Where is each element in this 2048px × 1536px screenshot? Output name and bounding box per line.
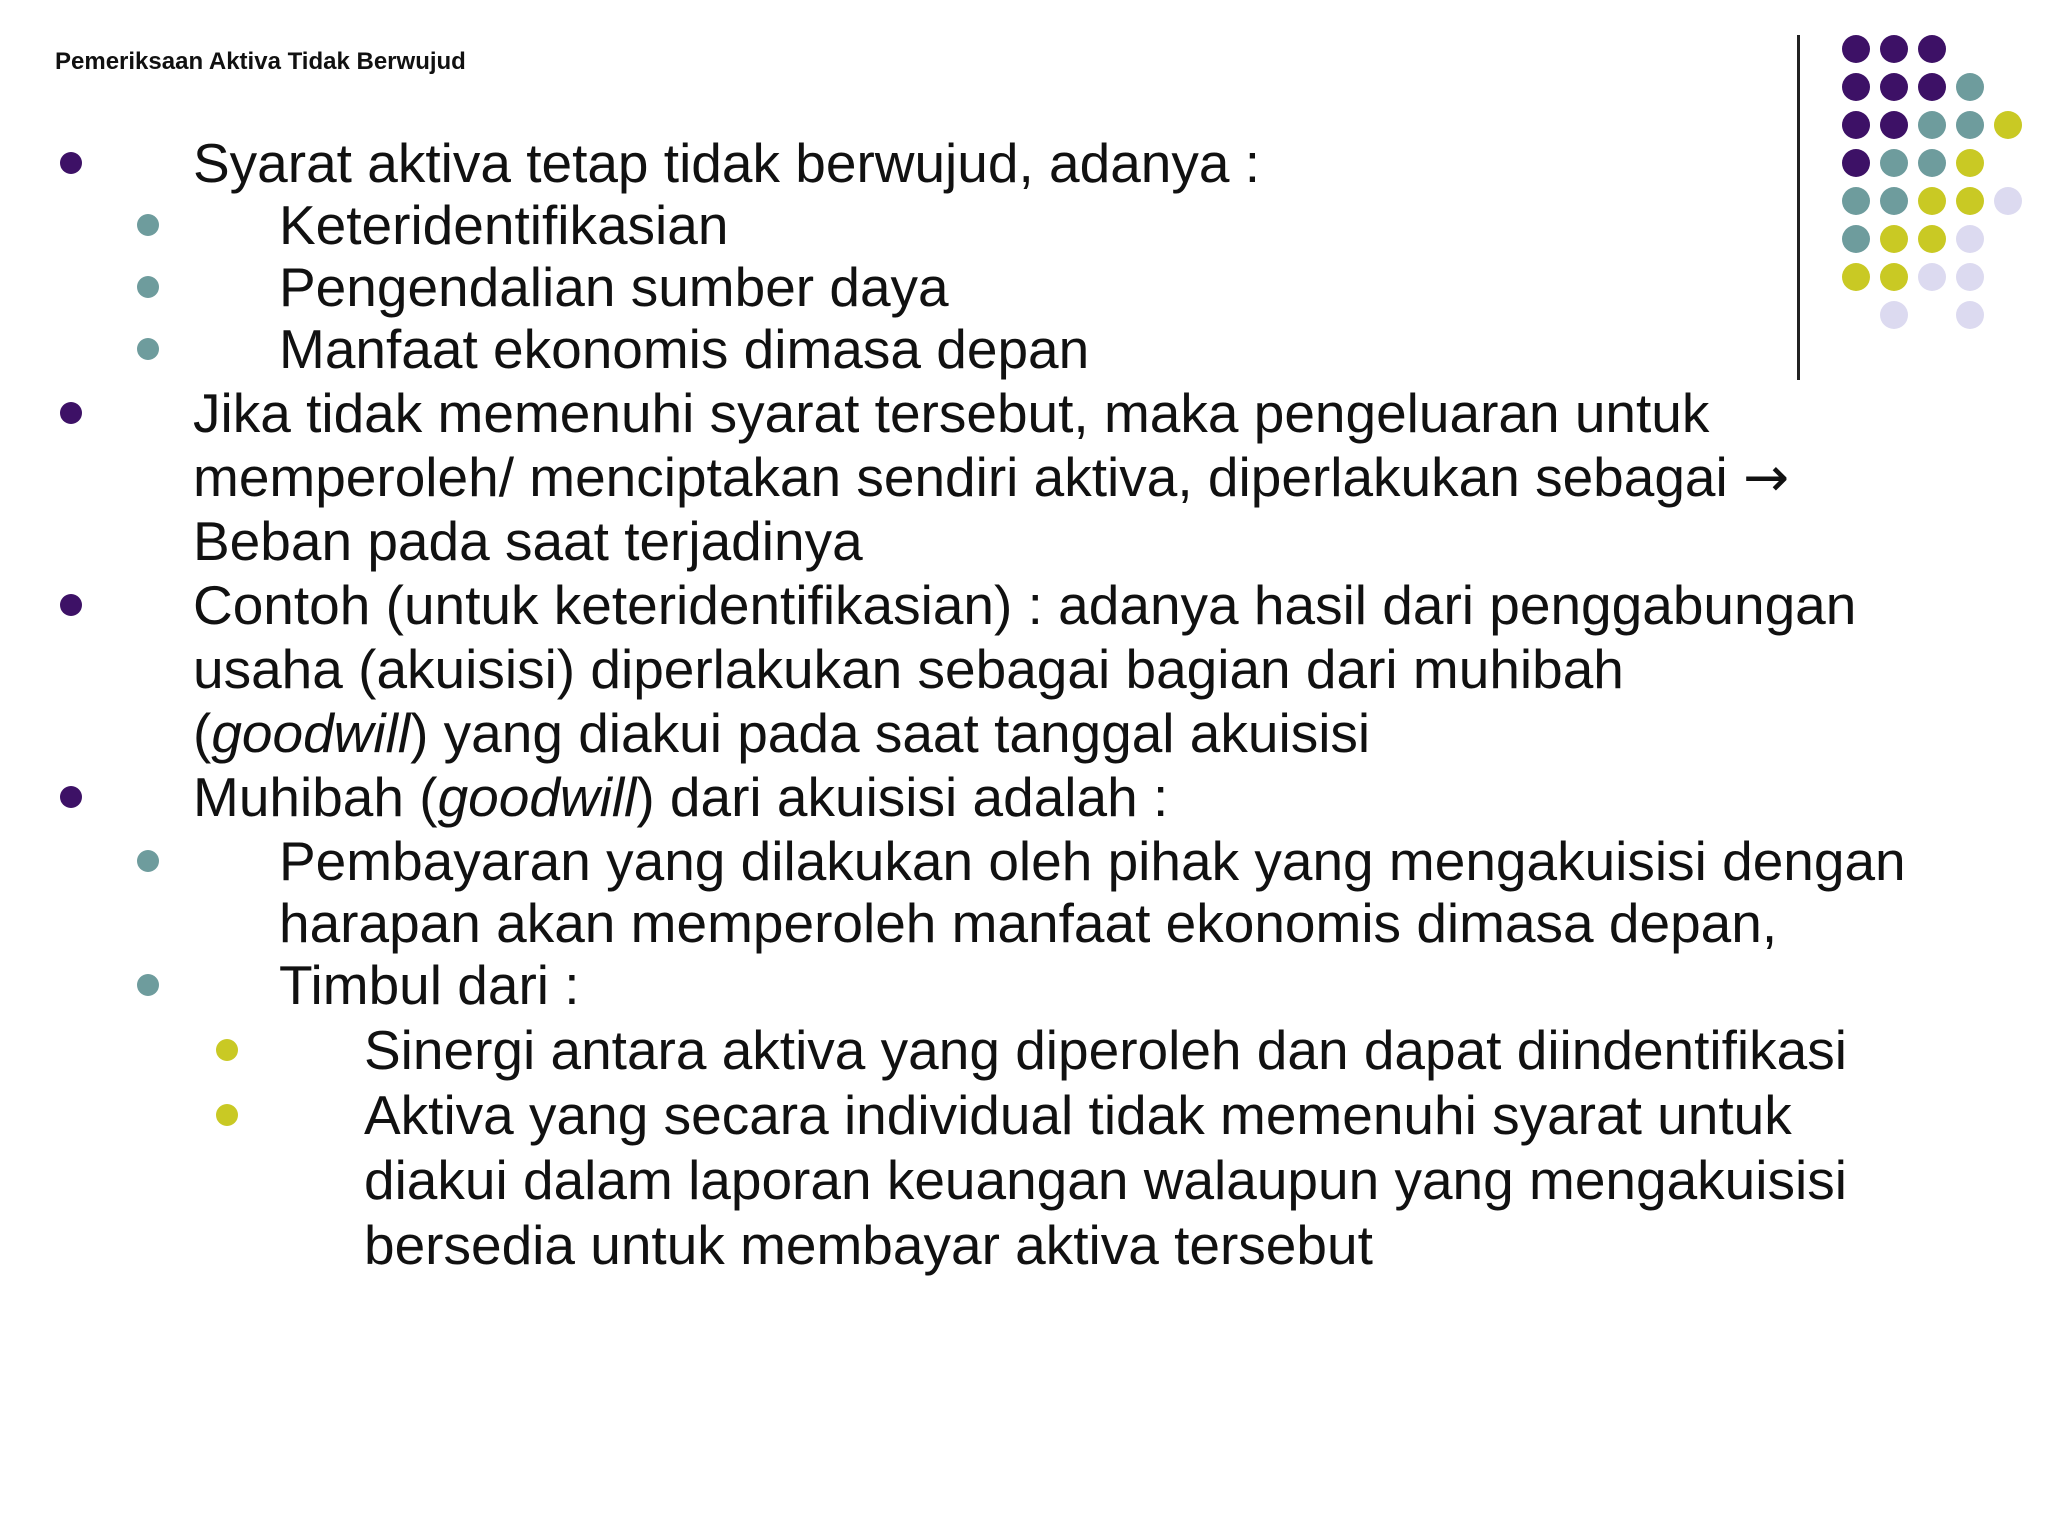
bullet-text: Contoh (untuk keteridentifikasian) : adanya hasil dari penggabungan <box>193 574 1857 636</box>
bullet-dot-icon <box>60 402 82 424</box>
dot <box>1880 73 1908 101</box>
sub-bullet-item <box>0 953 2048 1017</box>
bullet-continuation <box>0 1148 2048 1212</box>
bullet-dot-icon <box>137 974 159 996</box>
bullet-text-continued: diakui dalam laporan keuangan walaupun yang mengakuisisi <box>364 1149 1847 1211</box>
bullet-text: Aktiva yang secara individual tidak memenuhi syarat untuk <box>364 1084 1792 1146</box>
dot <box>1918 73 1946 101</box>
sub-bullet-item <box>0 193 2048 257</box>
bullet-text-continued: usaha (akuisisi) diperlakukan sebagai bagian dari muhibah <box>193 638 1624 700</box>
bullet-text: Timbul dari : <box>279 954 580 1016</box>
bullet-text: Sinergi antara aktiva yang diperoleh dan dapat diindentifikasi <box>364 1019 1847 1081</box>
bullet-text: Manfaat ekonomis dimasa depan <box>279 318 1090 380</box>
bullet-dot-icon <box>60 152 82 174</box>
bullet-dot-icon <box>137 214 159 236</box>
sub-bullet-item <box>0 255 2048 319</box>
dot <box>1842 35 1870 63</box>
bullet-text: Syarat aktiva tetap tidak berwujud, adanya : <box>193 132 1261 194</box>
bullet-continuation <box>0 637 2048 701</box>
dot <box>1918 35 1946 63</box>
bullet-item <box>0 573 2048 637</box>
bullet-text-continued: memperoleh/ menciptakan sendiri aktiva, diperlakukan sebagai → <box>193 445 1790 509</box>
dot <box>1956 73 1984 101</box>
bullet-continuation <box>0 701 2048 765</box>
sub-bullet-item <box>0 317 2048 381</box>
bullet-dot-icon <box>216 1104 238 1126</box>
dot <box>1842 73 1870 101</box>
bullet-item <box>0 765 2048 829</box>
bullet-dot-icon <box>216 1039 238 1061</box>
bullet-dot-icon <box>60 786 82 808</box>
bullet-dot-icon <box>137 850 159 872</box>
bullet-dot-icon <box>137 338 159 360</box>
dot <box>1880 35 1908 63</box>
bullet-item <box>0 131 2048 195</box>
bullet-text: Pengendalian sumber daya <box>279 256 949 318</box>
bullet-dot-icon <box>137 276 159 298</box>
slide-header: Pemeriksaan Aktiva Tidak Berwujud <box>55 48 466 75</box>
bullet-continuation <box>0 891 2048 955</box>
bullet-continuation <box>0 1213 2048 1277</box>
sub-sub-bullet-item <box>0 1018 2048 1082</box>
sub-bullet-item <box>0 829 2048 893</box>
bullet-text: Muhibah (goodwill) dari akuisisi adalah : <box>193 766 1169 828</box>
bullet-text: Pembayaran yang dilakukan oleh pihak yang mengakuisisi dengan <box>279 830 1906 892</box>
goodwill-term: goodwill <box>437 766 637 828</box>
bullet-text-continued: harapan akan memperoleh manfaat ekonomis dimasa depan, <box>279 892 1778 954</box>
bullet-text: Jika tidak memenuhi syarat tersebut, maka pengeluaran untuk <box>193 382 1710 444</box>
bullet-dot-icon <box>60 594 82 616</box>
bullet-item <box>0 381 2048 445</box>
bullet-continuation <box>0 509 2048 573</box>
right-arrow-icon: → <box>1743 445 1790 509</box>
bullet-continuation <box>0 445 2048 509</box>
bullet-text-continued: Beban pada saat terjadinya <box>193 510 863 572</box>
sub-sub-bullet-item <box>0 1083 2048 1147</box>
bullet-text-continued: bersedia untuk membayar aktiva tersebut <box>364 1214 1373 1276</box>
bullet-text-continued: (goodwill) yang diakui pada saat tanggal akuisisi <box>193 702 1371 764</box>
goodwill-term: goodwill <box>211 702 411 764</box>
bullet-text: Keteridentifikasian <box>279 194 729 256</box>
